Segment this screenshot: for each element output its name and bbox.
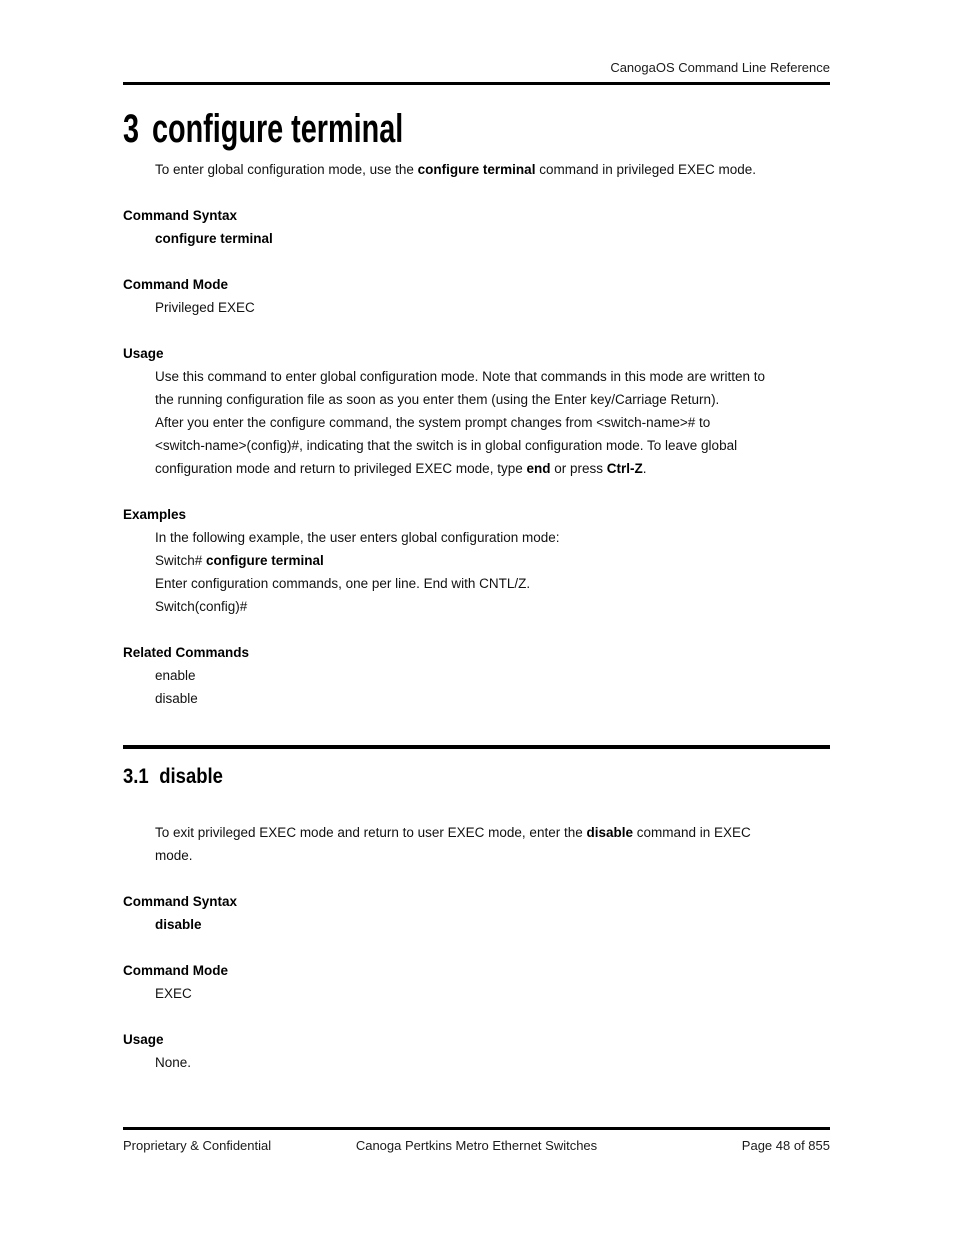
subsection-command-mode-body <box>123 982 830 1005</box>
subsection-usage-section <box>123 1028 830 1074</box>
command-syntax-body <box>123 227 830 250</box>
subsection-command-mode-section <box>123 959 830 1005</box>
text-line: In the following example, the user enters global configuration mode: <box>155 530 560 545</box>
command-mode-body <box>123 296 830 319</box>
related-commands-heading: Related Commands <box>123 645 250 660</box>
command-syntax-heading: Command Syntax <box>123 208 238 223</box>
chapter-number: 3 <box>123 107 140 151</box>
usage-section <box>123 342 830 480</box>
text-line: To exit privileged EXEC mode and return to user EXEC mode, enter the disable command in EXEC <box>155 824 751 840</box>
subsection-command-syntax-section <box>123 890 830 936</box>
related-commands-body <box>123 664 830 710</box>
footer-product-label: Canoga Pertkins Metro Ethernet Switches <box>355 1137 598 1153</box>
subsection-number: 3.1 <box>123 764 149 788</box>
text-line: enable <box>155 668 196 683</box>
header-rule <box>123 82 830 85</box>
text-line: To enter global configuration mode, use the configure terminal command in privileged EXEC mode. <box>155 162 757 177</box>
page-footer <box>123 1138 830 1154</box>
text-line: disable <box>155 691 198 706</box>
examples-heading: Examples <box>123 507 187 522</box>
command-syntax-section <box>123 204 830 250</box>
subsection-heading <box>123 764 745 790</box>
subsection-command-mode-heading: Command Mode <box>123 962 229 978</box>
subsection-usage-body <box>123 1051 830 1074</box>
text-line: None. <box>155 1054 192 1070</box>
footer-rule <box>123 1127 830 1130</box>
text-line: <switch-name>(config)#, indicating that the switch is in global configuration mode. To leave global <box>155 438 738 453</box>
command-mode-section <box>123 273 830 319</box>
usage-heading: Usage <box>123 346 164 361</box>
text-line: the running configuration file as soon as you enter them (using the Enter key/Carriage Return). <box>155 392 720 407</box>
subsection-command-syntax-body <box>123 913 830 936</box>
related-commands-section <box>123 641 830 710</box>
subsection-command-syntax-heading: Command Syntax <box>123 893 238 909</box>
chapter-title: configure terminal <box>151 107 404 151</box>
footer-page-number: Page 48 of 855 <box>741 1137 830 1153</box>
text-line: Enter configuration commands, one per line. End with CNTL/Z. <box>155 576 531 591</box>
text-line: Switch(config)# <box>155 599 248 614</box>
text-line: disable <box>155 916 202 932</box>
text-line: mode. <box>155 847 193 863</box>
text-line: EXEC <box>155 985 192 1001</box>
command-mode-heading: Command Mode <box>123 277 229 292</box>
text-line: Privileged EXEC <box>155 300 255 315</box>
text-line: Use this command to enter global configuration mode. Note that commands in this mode are written to <box>155 369 766 384</box>
text-line: configure terminal <box>155 231 273 246</box>
chapter-heading <box>123 108 632 150</box>
subsection-title: disable <box>159 764 223 788</box>
footer-confidential-label: Proprietary & Confidential <box>123 1137 272 1153</box>
usage-body <box>123 365 830 480</box>
chapter-intro <box>123 158 830 181</box>
subsection-intro <box>123 821 830 867</box>
page-content <box>0 60 954 1154</box>
text-line: After you enter the configure command, the system prompt changes from <switch-name># to <box>155 415 711 430</box>
header-title: CanogaOS Command Line Reference <box>610 60 830 75</box>
text-line: Switch# configure terminal <box>155 553 324 568</box>
section-divider-rule <box>123 745 830 749</box>
examples-body <box>123 526 830 618</box>
examples-section <box>123 503 830 618</box>
subsection-usage-heading: Usage <box>123 1031 164 1047</box>
text-line: configuration mode and return to privileged EXEC mode, type end or press Ctrl-Z. <box>155 461 647 476</box>
